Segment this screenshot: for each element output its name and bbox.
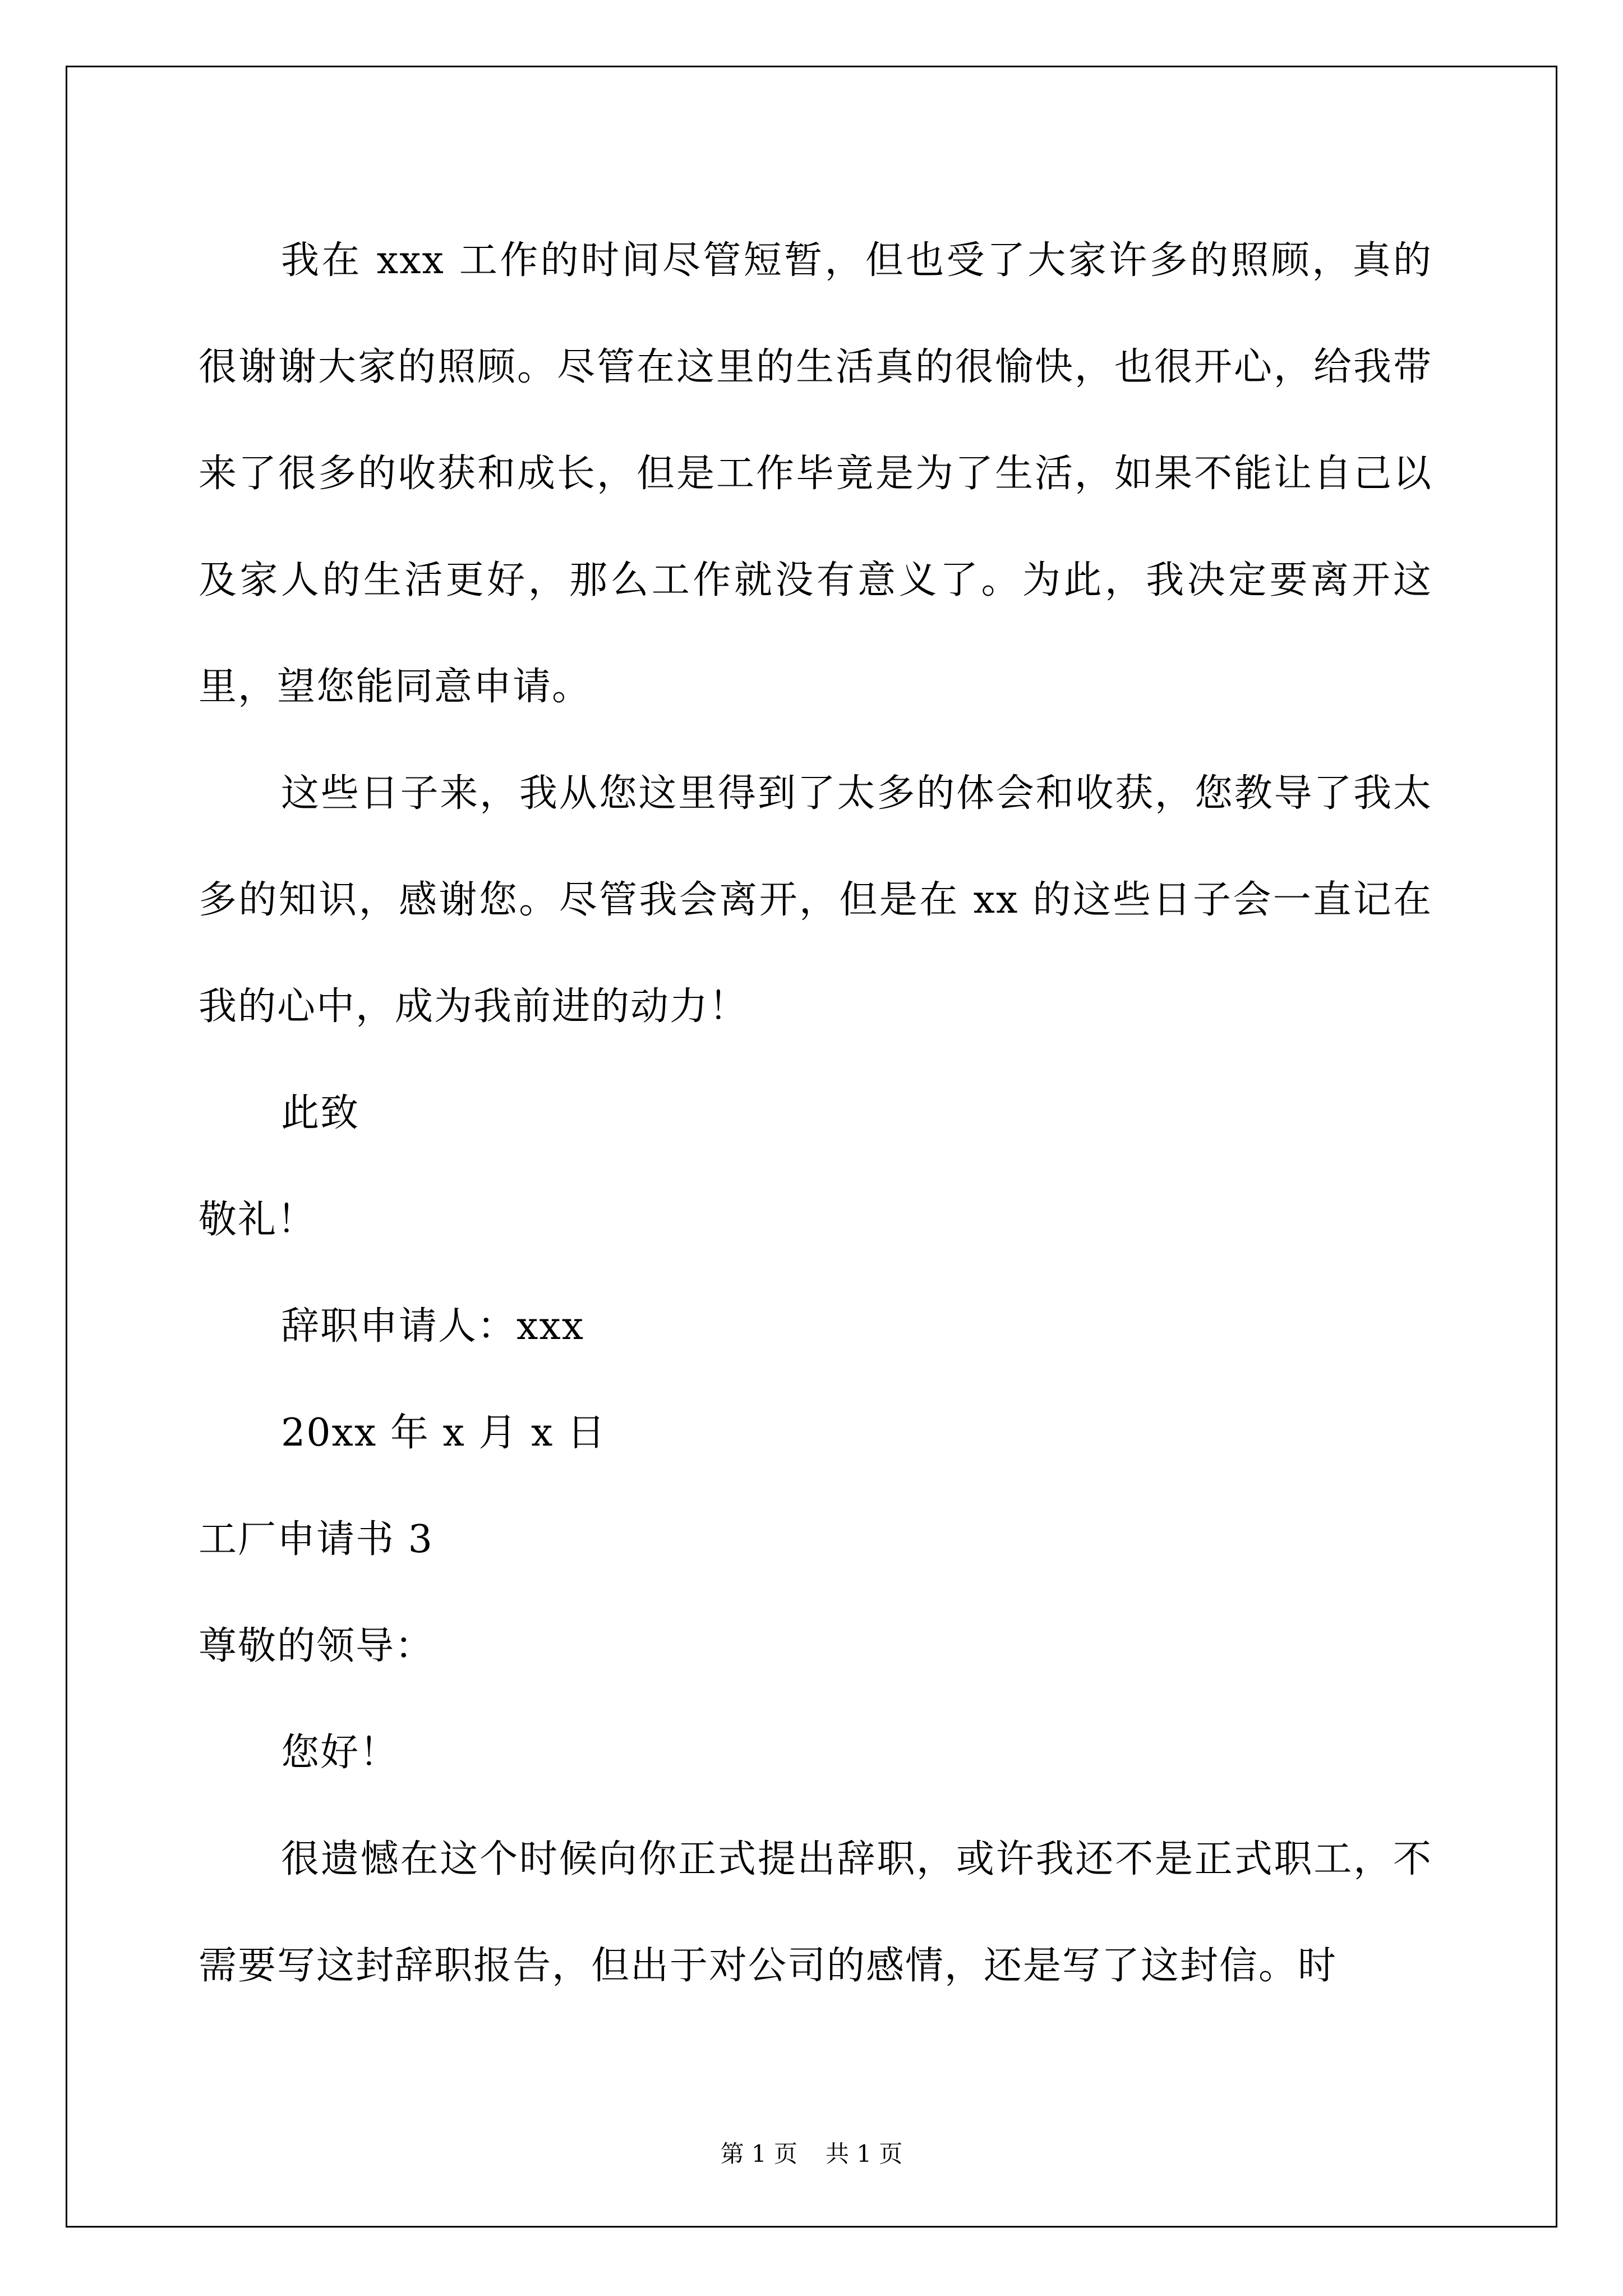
page-footer xyxy=(0,2137,1623,2171)
paragraph-thanks: 这些日子来，我从您这里得到了太多的体会和收获，您教导了我太多的知识，感谢您。尽管我会离开，但是在 xx 的这些日子会一直记在我的心中，成为我前进的动力！ xyxy=(199,771,1432,1029)
paragraph-gratitude: 我在 xxx 工作的时间尽管短暂，但也受了大家许多的照顾，真的很谢谢大家的照顾。尽管在这里的生活真的很愉快，也很开心，给我带来了很多的收获和成长，但是工作毕竟是为了生活，如果不能让自己以及家人的生活更好，那么工作就没有意义了。为此，我决定要离开这里，望您能同意申请。 xyxy=(199,238,1432,709)
page-number-current: 第 1 页 xyxy=(720,2140,797,2168)
letter-hello: 您好！ xyxy=(281,1731,399,1775)
paragraph-resignation: 很遗憾在这个时候向你正式提出辞职，或许我还不是正式职工，不需要写这封辞职报告，但出于对公司的感情，还是写了这封信。时 xyxy=(199,1837,1432,1988)
signature-applicant: 辞职申请人：xxx xyxy=(281,1304,585,1349)
letter-greeting: 尊敬的领导： xyxy=(199,1624,435,1668)
closing-salutation: 此致 xyxy=(281,1091,360,1135)
signature-date: 20xx 年 x 月 x 日 xyxy=(281,1411,607,1455)
section-heading: 工厂申请书 3 xyxy=(199,1517,434,1562)
page-number-total: 共 1 页 xyxy=(826,2140,903,2168)
document-body xyxy=(199,208,1432,2019)
closing-respect: 敬礼！ xyxy=(199,1198,317,1242)
